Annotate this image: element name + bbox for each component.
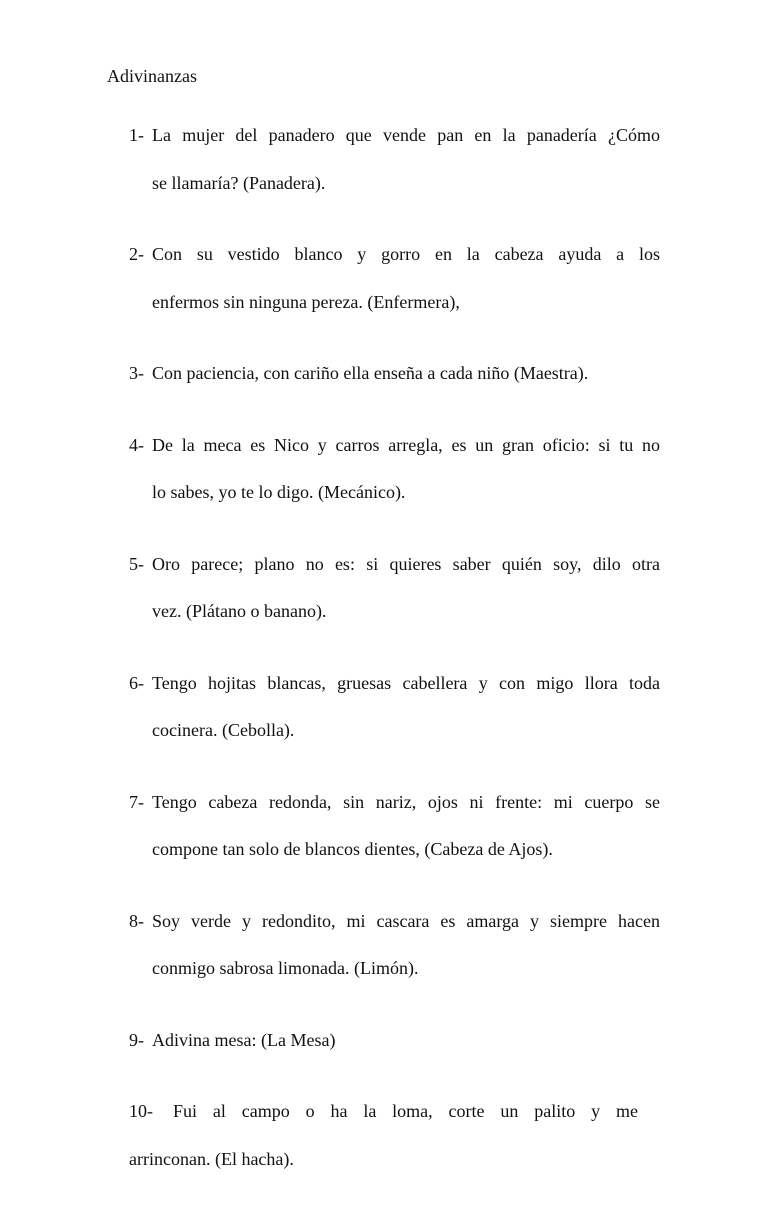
list-item (0, 231, 768, 326)
list-item (0, 541, 768, 636)
riddle-text (152, 541, 660, 636)
list-item (0, 112, 768, 207)
riddle-line: arrinconan. (El hacha). (129, 1148, 294, 1169)
riddle-number: 5- (129, 553, 144, 574)
riddle-number: 1- (129, 125, 144, 145)
riddle-number: 10- (129, 1101, 153, 1121)
list-item (0, 660, 768, 755)
riddle-line: De la meca es Nico y carros arregla, es un gran oficio: si tu no (152, 434, 660, 455)
riddle-line: compone tan solo de blancos dientes, (Cabeza de Ajos). (152, 839, 553, 859)
riddle-text (152, 350, 660, 398)
list-item (0, 350, 768, 398)
riddle-number: 2- (129, 244, 144, 264)
list-item (0, 1088, 768, 1183)
riddle-text (152, 231, 660, 326)
document-title: Adivinanzas (107, 66, 197, 86)
list-item (0, 422, 768, 517)
riddle-line: se llamaría? (Panadera). (152, 172, 326, 193)
riddle-number: 3- (129, 363, 144, 383)
riddle-number: 4- (129, 434, 144, 455)
riddle-line: conmigo sabrosa limonada. (Limón). (152, 958, 419, 978)
riddle-text (152, 112, 660, 207)
riddle-line: enfermos sin ninguna pereza. (Enfermera), (152, 291, 460, 312)
riddle-line: Adivina mesa: (La Mesa) (152, 1029, 336, 1050)
riddle-text (152, 898, 660, 993)
riddle-text (152, 422, 660, 517)
riddle-line: lo sabes, yo te lo digo. (Mecánico). (152, 482, 406, 502)
riddle-line: Con su vestido blanco y gorro en la cabeza ayuda a los (152, 244, 660, 264)
list-item (0, 898, 768, 993)
riddle-line: vez. (Plátano o banano). (152, 601, 327, 621)
riddle-line: Tengo cabeza redonda, sin nariz, ojos ni frente: mi cuerpo se (152, 791, 660, 812)
riddle-number: 6- (129, 672, 144, 693)
riddle-text (152, 779, 660, 874)
riddle-line: Fui al campo o ha la loma, corte un palito y me (173, 1101, 638, 1121)
riddle-line: Tengo hojitas blancas, gruesas cabellera y con migo llora toda (152, 672, 660, 693)
riddle-line: Oro parece; plano no es: si quieres saber quién soy, dilo otra (152, 553, 660, 574)
riddle-line: Con paciencia, con cariño ella enseña a cada niño (Maestra). (152, 363, 589, 383)
riddle-line: Soy verde y redondito, mi cascara es amarga y siempre hacen (152, 910, 660, 931)
riddle-line: La mujer del panadero que vende pan en la panadería ¿Cómo (152, 125, 660, 145)
riddle-text (152, 660, 660, 755)
riddle-number: 9- (129, 1029, 144, 1050)
list-item (0, 779, 768, 874)
riddle-list (0, 112, 768, 1207)
riddle-number: 8- (129, 910, 144, 931)
riddle-number: 7- (129, 791, 144, 812)
riddle-line: cocinera. (Cebolla). (152, 720, 295, 740)
